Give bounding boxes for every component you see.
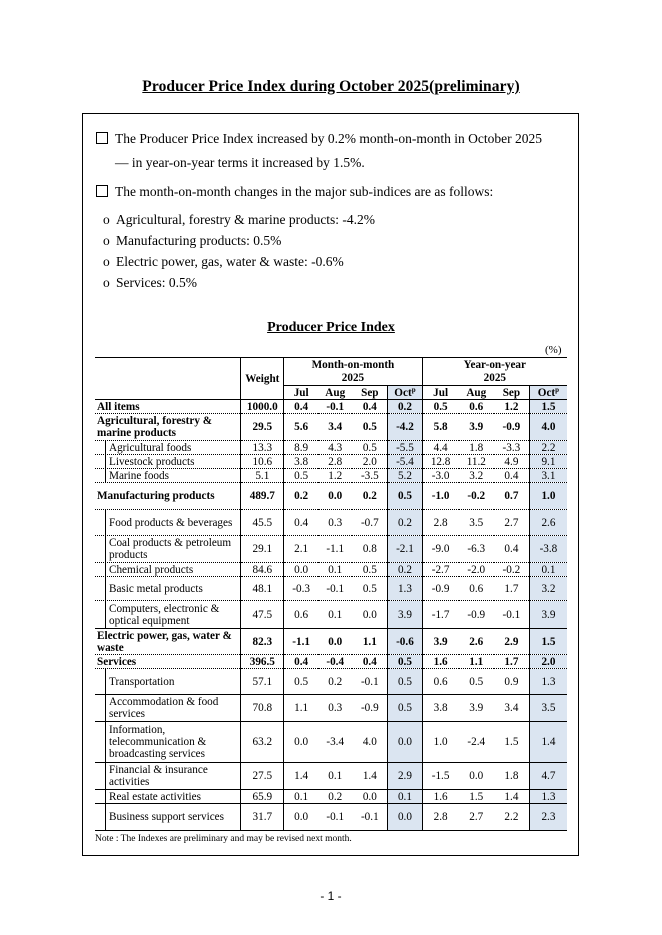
header-month: Aug (325, 386, 346, 399)
mom-value: 0.1 (328, 770, 343, 782)
bullet-item (103, 230, 375, 251)
yoy-value: 3.5 (469, 516, 484, 529)
yoy-value: 0.6 (469, 582, 484, 595)
bullet-marker: o (103, 233, 110, 248)
mom-value: 0.8 (362, 543, 377, 555)
yoy-value: 1.0 (433, 736, 448, 748)
yoy-value: 3.8 (433, 702, 448, 714)
row-label: Chemical products (95, 563, 241, 577)
header-month: Jul (293, 386, 309, 399)
mom-value: -5.4 (388, 455, 422, 469)
summary-line-1b: — in year-on-year terms it increased by 1.5%. (115, 155, 365, 170)
yoy-value: 0.7 (504, 490, 519, 502)
row-weight: 29.1 (241, 536, 284, 563)
yoy-value: -9.0 (431, 543, 450, 555)
mom-value: -0.1 (326, 582, 345, 595)
mom-value: 0.4 (294, 400, 309, 413)
row-weight: 48.1 (241, 577, 284, 601)
mom-value: -3.5 (360, 469, 379, 482)
mom-value: 0.5 (388, 669, 422, 695)
table-row (95, 763, 567, 790)
yoy-value: 1.5 (529, 629, 567, 655)
yoy-value: -3.3 (502, 441, 521, 454)
header-yoy: Year-on-year (463, 358, 526, 371)
table-row (95, 414, 567, 441)
mom-value: 1.1 (362, 635, 377, 648)
row-weight: 45.5 (241, 510, 284, 536)
yoy-value: 2.9 (504, 635, 519, 648)
yoy-value: 3.5 (529, 695, 567, 722)
header-month: Jul (433, 386, 449, 399)
yoy-value: 1.7 (504, 655, 519, 668)
yoy-value: 0.1 (529, 563, 567, 577)
row-weight: 70.8 (241, 695, 284, 722)
mom-value: -0.1 (360, 811, 379, 823)
mom-value: 1.3 (388, 577, 422, 601)
mom-value: 0.1 (294, 790, 309, 803)
yoy-value: -0.9 (431, 582, 450, 595)
yoy-value: 3.2 (529, 577, 567, 601)
header-month-oct: Oct$^p$ (529, 386, 567, 400)
mom-value: -4.2 (388, 414, 422, 441)
mom-value: 0.5 (388, 483, 422, 510)
header-month: Aug (466, 386, 487, 399)
row-weight: 57.1 (241, 669, 284, 695)
mom-value: -0.1 (326, 400, 345, 413)
mom-value: 0.2 (328, 790, 343, 803)
table-title: Producer Price Index (267, 320, 395, 335)
mom-value: 0.5 (388, 695, 422, 722)
mom-value: 2.9 (388, 763, 422, 790)
yoy-value: 1.8 (504, 770, 519, 782)
summary-line-1: The Producer Price Index increased by 0.2% month-on-month in October 2025 (115, 131, 543, 146)
mom-value: 1.1 (294, 702, 309, 714)
yoy-value: 2.6 (529, 510, 567, 536)
yoy-value: 1.3 (529, 669, 567, 695)
yoy-value: -2.7 (431, 563, 450, 576)
header-month: Sep (361, 386, 379, 399)
mom-value: 0.4 (294, 516, 309, 529)
yoy-value: 3.9 (469, 702, 484, 714)
ppi-table (95, 357, 567, 831)
mom-value: 0.5 (294, 675, 309, 688)
yoy-value: 2.0 (529, 655, 567, 669)
mom-value: 0.5 (362, 582, 377, 595)
yoy-value: -3.0 (431, 469, 450, 482)
row-weight: 82.3 (241, 629, 284, 655)
mom-value: -0.9 (360, 702, 379, 714)
row-weight: 489.7 (241, 483, 284, 510)
table-row (95, 577, 567, 601)
mom-value: 3.9 (388, 601, 422, 629)
yoy-value: 0.4 (504, 469, 519, 482)
row-label: Basic metal products (95, 577, 241, 601)
mom-value: 0.5 (362, 421, 377, 433)
yoy-value: 2.6 (469, 635, 484, 648)
table-note: Note : The Indexes are preliminary and may be revised next month. (95, 834, 352, 844)
header-mom: Month-on-month (284, 358, 422, 372)
yoy-value: 1.0 (529, 483, 567, 510)
yoy-value: 3.1 (529, 469, 567, 483)
row-weight: 10.6 (241, 455, 284, 469)
table-row (95, 455, 567, 469)
row-weight: 84.6 (241, 563, 284, 577)
table-row (95, 655, 567, 669)
bullet-text: Electric power, gas, water & waste: -0.6% (116, 254, 344, 269)
mom-value: 0.4 (294, 655, 309, 668)
mom-value: 0.5 (362, 441, 377, 454)
yoy-value: 0.6 (433, 675, 448, 688)
mom-value: 0.0 (362, 790, 377, 803)
yoy-value: 1.5 (504, 736, 519, 748)
mom-value: -1.1 (326, 543, 345, 555)
mom-value: 5.6 (294, 421, 309, 433)
yoy-value: -3.8 (529, 536, 567, 563)
mom-value: -0.1 (326, 811, 345, 823)
mom-value: 3.4 (328, 421, 343, 433)
mom-value: 0.4 (362, 655, 377, 668)
table-row (95, 722, 567, 763)
yoy-value: -1.5 (431, 770, 450, 782)
yoy-value: 1.4 (504, 790, 519, 803)
bullet-marker: o (103, 212, 110, 227)
yoy-value: -0.9 (502, 421, 521, 433)
mom-value: 0.2 (388, 510, 422, 536)
yoy-value: 2.7 (469, 811, 484, 823)
document-title: Producer Price Index during October 2025(preliminary) (142, 78, 520, 95)
row-label: Electric power, gas, water & waste (95, 629, 241, 655)
table-row (95, 563, 567, 577)
header-blank (95, 358, 241, 400)
mom-value: 4.0 (362, 736, 377, 748)
bullet-item (103, 251, 375, 272)
yoy-value: 3.9 (529, 601, 567, 629)
yoy-value: 12.8 (430, 455, 451, 468)
yoy-value: 1.8 (469, 441, 484, 454)
table-row (95, 695, 567, 722)
mom-value: 0.0 (362, 608, 377, 621)
row-weight: 27.5 (241, 763, 284, 790)
mom-value: 0.0 (388, 722, 422, 763)
yoy-value: 2.2 (529, 441, 567, 455)
mom-value: -0.6 (388, 629, 422, 655)
row-label: Livestock products (95, 455, 241, 469)
yoy-value: -2.4 (467, 736, 486, 748)
mom-value: -0.4 (326, 655, 345, 668)
row-weight: 65.9 (241, 790, 284, 804)
bullet-marker: o (103, 254, 110, 269)
table-row (95, 669, 567, 695)
yoy-value: 2.7 (504, 516, 519, 529)
yoy-value: 9.1 (529, 455, 567, 469)
row-label: Computers, electronic & optical equipment (95, 601, 241, 629)
yoy-value: 0.5 (469, 675, 484, 688)
summary-paragraph-2 (96, 180, 568, 204)
yoy-value: -6.3 (467, 543, 486, 555)
mom-value: -0.1 (360, 675, 379, 688)
row-label: Agricultural, forestry & marine products (95, 414, 241, 441)
bullet-list (103, 209, 375, 293)
mom-value: 2.8 (328, 455, 343, 468)
row-label: Manufacturing products (95, 483, 241, 510)
mom-value: -1.1 (292, 635, 311, 648)
mom-value: 0.2 (388, 563, 422, 577)
yoy-value: 2.3 (529, 804, 567, 831)
row-weight: 396.5 (241, 655, 284, 669)
mom-value: -0.3 (292, 582, 311, 595)
mom-value: 0.2 (362, 490, 377, 502)
yoy-value: 3.2 (469, 469, 484, 482)
bullet-text: Agricultural, forestry & marine products: -4.2% (116, 212, 376, 227)
mom-value: -0.7 (360, 516, 379, 529)
row-label: All items (95, 400, 241, 414)
yoy-value: -1.7 (431, 608, 450, 621)
yoy-value: 4.7 (529, 763, 567, 790)
yoy-value: 2.8 (433, 811, 448, 823)
table-row (95, 510, 567, 536)
mom-value: 0.0 (294, 736, 309, 748)
yoy-value: 0.5 (433, 400, 448, 413)
row-weight: 5.1 (241, 469, 284, 483)
mom-value: 0.0 (294, 563, 309, 576)
checkbox-square-icon (96, 132, 108, 144)
yoy-value: 5.8 (433, 421, 448, 433)
table-row (95, 601, 567, 629)
mom-value: -2.1 (388, 536, 422, 563)
yoy-value: 3.9 (469, 421, 484, 433)
yoy-value: 1.4 (529, 722, 567, 763)
table-row (95, 469, 567, 483)
row-weight: 1000.0 (241, 400, 284, 414)
yoy-value: -0.2 (502, 563, 521, 576)
mom-value: 2.0 (362, 455, 377, 468)
table-unit: (%) (545, 344, 562, 356)
mom-value: 0.5 (294, 469, 309, 482)
mom-value: 0.0 (328, 490, 343, 502)
yoy-value: 0.4 (504, 543, 519, 555)
mom-value: 0.5 (362, 563, 377, 576)
table-row (95, 629, 567, 655)
yoy-value: 0.6 (469, 400, 484, 413)
yoy-value: 1.2 (504, 400, 519, 413)
row-label: Marine foods (95, 469, 241, 483)
row-label: Information, telecommunication & broadcasting services (95, 722, 241, 763)
mom-value: 1.4 (362, 770, 377, 782)
mom-value: 0.0 (294, 811, 309, 823)
yoy-value: 1.7 (504, 582, 519, 595)
checkbox-square-icon (96, 185, 108, 197)
mom-value: 0.2 (328, 675, 343, 688)
bullet-marker: o (103, 275, 110, 290)
row-label: Transportation (95, 669, 241, 695)
bullet-text: Manufacturing products: 0.5% (116, 233, 282, 248)
mom-value: 4.3 (328, 441, 343, 454)
table-row (95, 483, 567, 510)
summary-paragraph-1 (96, 127, 568, 175)
yoy-value: -0.1 (502, 608, 521, 621)
row-label: Agricultural foods (95, 441, 241, 455)
bullet-text: Services: 0.5% (116, 275, 197, 290)
row-label: Financial & insurance activities (95, 763, 241, 790)
row-weight: 31.7 (241, 804, 284, 831)
header-yoy-year: 2025 (422, 372, 567, 386)
yoy-value: 2.8 (433, 516, 448, 529)
yoy-value: 11.2 (466, 455, 486, 468)
mom-value: 2.1 (294, 543, 309, 555)
row-label: Business support services (95, 804, 241, 831)
mom-value: -3.4 (326, 736, 345, 748)
table-row (95, 441, 567, 455)
yoy-value: 0.9 (504, 675, 519, 688)
yoy-value: 2.2 (504, 811, 519, 823)
mom-value: 8.9 (294, 441, 309, 454)
table-row (95, 536, 567, 563)
yoy-value: -0.2 (467, 490, 486, 502)
yoy-value: 1.3 (529, 790, 567, 804)
mom-value: 1.4 (294, 770, 309, 782)
table-row (95, 804, 567, 831)
yoy-value: 3.9 (433, 635, 448, 648)
mom-value: 0.2 (388, 400, 422, 414)
row-label: Coal products & petroleum products (95, 536, 241, 563)
mom-value: 5.2 (388, 469, 422, 483)
yoy-value: 1.5 (469, 790, 484, 803)
header-weight: Weight (241, 358, 284, 400)
yoy-value: -2.0 (467, 563, 486, 576)
yoy-value: 1.1 (469, 655, 484, 668)
yoy-value: 1.6 (433, 655, 448, 668)
yoy-value: -1.0 (431, 490, 450, 502)
mom-value: 0.0 (388, 804, 422, 831)
mom-value: 0.3 (328, 516, 343, 529)
mom-value: 0.1 (328, 563, 343, 576)
yoy-value: 1.6 (433, 790, 448, 803)
yoy-value: 4.9 (504, 455, 519, 468)
yoy-value: 0.0 (469, 770, 484, 782)
bullet-item (103, 209, 375, 230)
header-month: Sep (502, 386, 521, 399)
table-row (95, 790, 567, 804)
summary-line-2: The month-on-month changes in the major sub-indices are as follows: (115, 184, 494, 199)
mom-value: 3.8 (294, 455, 309, 468)
row-label: Accommodation & food services (95, 695, 241, 722)
yoy-value: 1.5 (529, 400, 567, 414)
mom-value: 0.0 (328, 635, 343, 648)
yoy-value: 3.4 (504, 702, 519, 714)
yoy-value: 4.0 (529, 414, 567, 441)
mom-value: 0.6 (294, 608, 309, 621)
row-weight: 47.5 (241, 601, 284, 629)
yoy-value: 4.4 (433, 441, 448, 454)
bullet-item (103, 272, 375, 293)
mom-value: 0.5 (388, 655, 422, 669)
mom-value: 0.1 (328, 608, 343, 621)
header-mom-year: 2025 (284, 372, 422, 386)
page-number: - 1 - (320, 889, 342, 903)
mom-value: 0.2 (294, 490, 309, 502)
row-label: Food products & beverages (95, 510, 241, 536)
row-label: Real estate activities (95, 790, 241, 804)
mom-value: -5.5 (388, 441, 422, 455)
header-month-oct: Oct$^p$ (388, 386, 422, 400)
row-weight: 63.2 (241, 722, 284, 763)
mom-value: 0.4 (362, 400, 377, 413)
row-weight: 29.5 (241, 414, 284, 441)
row-label: Services (95, 655, 241, 669)
mom-value: 0.3 (328, 702, 343, 714)
mom-value: 0.1 (388, 790, 422, 804)
row-weight: 13.3 (241, 441, 284, 455)
yoy-value: -0.9 (467, 608, 486, 621)
table-row (95, 400, 567, 414)
mom-value: 1.2 (328, 469, 343, 482)
